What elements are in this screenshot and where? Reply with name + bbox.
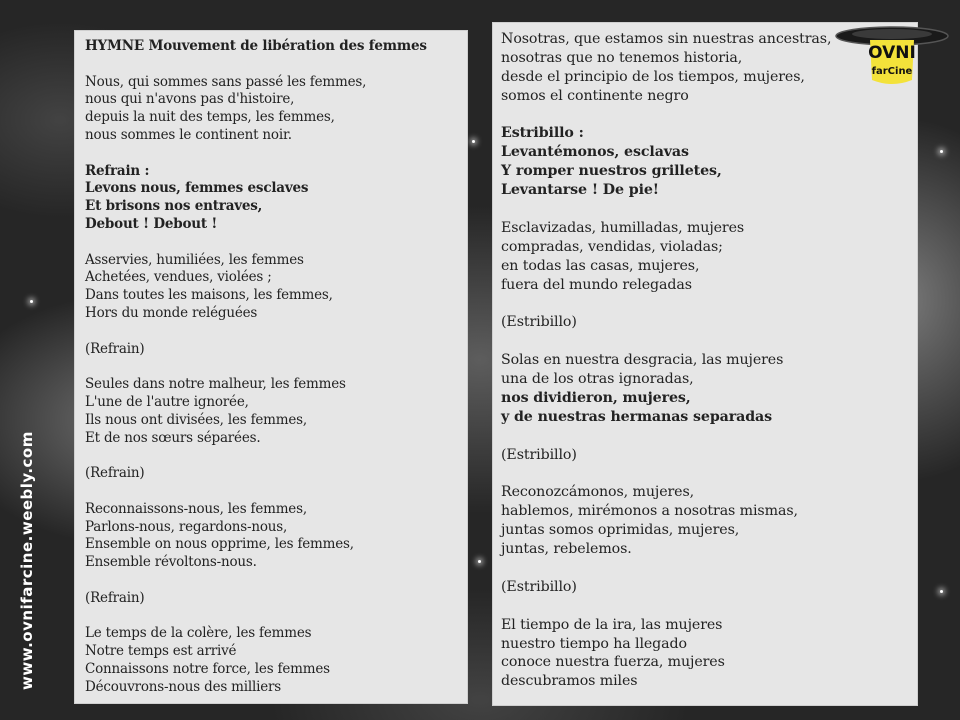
lyric-line: Seules dans notre malheur, les femmes — [85, 376, 346, 393]
lyric-line: desde el principio de los tiempos, mujeres, — [501, 68, 805, 85]
blank-line — [501, 106, 831, 125]
lyric-line: (Estribillo) — [501, 578, 577, 595]
lyric-line: hablemos, mirémonos a nosotras mismas, — [501, 503, 798, 520]
lyric-line: Notre temps est arrivé — [85, 643, 237, 660]
blank-line — [501, 332, 831, 351]
lyric-line: Debout ! Debout ! — [85, 215, 218, 232]
lyric-line: Ils nous ont divisées, les femmes, — [85, 411, 307, 428]
lyric-line: nuestro tiempo ha llegado — [501, 635, 687, 652]
lyric-line: una de los otras ignoradas, — [501, 371, 694, 388]
lyric-line: (Estribillo) — [501, 446, 577, 463]
blank-line — [501, 427, 831, 446]
lyric-line: somos el continente negro — [501, 87, 689, 104]
lyric-line: Y romper nuestros grilletes, — [501, 163, 722, 180]
star-sparkle — [478, 560, 481, 563]
lyric-line: Reconnaissons-nous, les femmes, — [85, 500, 307, 517]
ovni-farcine-logo — [834, 22, 950, 88]
blank-line — [85, 608, 427, 626]
blank-line — [85, 358, 427, 376]
lyric-line: Asservies, humiliées, les femmes — [85, 251, 304, 268]
lyric-line: Achetées, vendues, violées ; — [85, 269, 272, 286]
lyric-line: nous qui n'avons pas d'histoire, — [85, 91, 295, 108]
lyric-line: depuis la nuit des temps, les femmes, — [85, 109, 335, 126]
blank-line — [501, 294, 831, 313]
star-sparkle — [940, 150, 943, 153]
lyric-line: Refrain : — [85, 162, 150, 179]
blank-line — [85, 572, 427, 590]
lyric-line: Estribillo : — [501, 125, 584, 142]
lyric-line: (Refrain) — [85, 589, 145, 606]
lyric-line: (Refrain) — [85, 340, 145, 357]
logo-subtitle: farCine — [871, 66, 913, 77]
star-sparkle — [472, 140, 475, 143]
lyric-line: conoce nuestra fuerza, mujeres — [501, 654, 725, 671]
blank-line — [85, 447, 427, 465]
blank-line — [85, 483, 427, 501]
lyric-line: Ensemble on nous opprime, les femmes, — [85, 536, 354, 553]
lyric-line: y de nuestras hermanas separadas — [501, 408, 773, 425]
blank-line — [501, 597, 831, 616]
lyric-line: Connaissons notre force, les femmes — [85, 660, 330, 677]
star-sparkle — [30, 300, 33, 303]
lyric-line: juntas somos oprimidas, mujeres, — [501, 522, 740, 539]
lyric-line: Nous, qui sommes sans passé les femmes, — [85, 73, 367, 90]
lyric-line: Ensemble révoltons-nous. — [85, 554, 257, 571]
blank-line — [501, 464, 831, 483]
lyric-line: descubramos miles — [501, 673, 638, 690]
lyric-line: Hors du monde reléguées — [85, 304, 258, 321]
blank-line — [501, 559, 831, 578]
lyric-line: nous sommes le continent noir. — [85, 126, 292, 143]
lyric-line: Solas en nuestra desgracia, las mujeres — [501, 352, 784, 369]
lyric-line: en todas las casas, mujeres, — [501, 257, 700, 274]
blank-line — [85, 323, 427, 341]
lyric-line: Nosotras, que estamos sin nuestras ancestras, — [501, 31, 832, 47]
french-lyrics-text — [85, 38, 427, 696]
lyric-line: Dans toutes les maisons, les femmes, — [85, 287, 333, 304]
blank-line — [85, 234, 427, 252]
lyric-line: (Estribillo) — [501, 314, 577, 331]
lyric-line: (Refrain) — [85, 465, 145, 482]
lyric-line: Découvrons-nous des milliers — [85, 678, 282, 695]
spanish-lyrics-text — [501, 30, 831, 691]
lyric-line: fuera del mundo relegadas — [501, 276, 692, 293]
lyric-line: Esclavizadas, humilladas, mujeres — [501, 219, 745, 236]
blank-line — [501, 200, 831, 219]
logo-title: OVNI — [868, 43, 916, 63]
website-watermark: www.ovnifarcine.weebly.com — [18, 431, 36, 690]
lyric-line: HYMNE Mouvement de libération des femmes — [85, 38, 427, 54]
star-sparkle — [940, 590, 943, 593]
lyric-line: L'une de l'autre ignorée, — [85, 393, 249, 410]
lyric-line: Levantarse ! De pie! — [501, 182, 659, 199]
lyric-line: Et de nos sœurs séparées. — [85, 429, 261, 446]
lyric-line: Levantémonos, esclavas — [501, 144, 689, 161]
blank-line — [85, 56, 427, 74]
blank-line — [85, 145, 427, 163]
lyric-line: El tiempo de la ira, las mujeres — [501, 616, 723, 633]
lyric-line: juntas, rebelemos. — [501, 541, 632, 558]
lyric-line: Et brisons nos entraves, — [85, 198, 263, 215]
lyric-line: Le temps de la colère, les femmes — [85, 625, 312, 642]
lyric-line: nosotras que no tenemos historia, — [501, 49, 743, 66]
lyric-line: nos dividieron, mujeres, — [501, 389, 691, 406]
lyric-line: Reconozcámonos, mujeres, — [501, 484, 695, 501]
lyric-line: Parlons-nous, regardons-nous, — [85, 518, 288, 535]
lyric-line: compradas, vendidas, violadas; — [501, 238, 723, 255]
lyric-line: Levons nous, femmes esclaves — [85, 180, 309, 197]
